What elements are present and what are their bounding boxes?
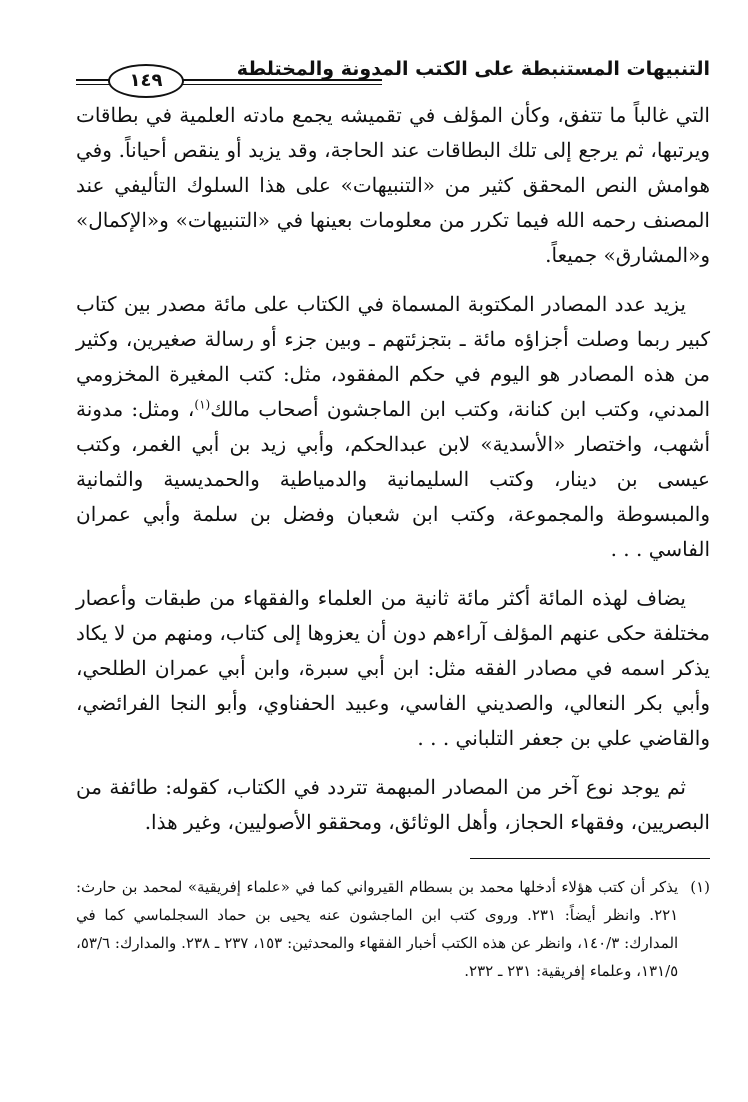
body-text (76, 98, 710, 840)
footnote-separator (470, 858, 710, 859)
paragraph-with-footnote (76, 287, 710, 567)
running-title: التنبيهات المستنبطة على الكتب المدونة والمختلطة (236, 58, 710, 80)
page-header (76, 50, 710, 90)
page-number: ١٤٩ (108, 64, 184, 98)
footnote (76, 873, 710, 985)
footnote-text: يذكر أن كتب هؤلاء أدخلها محمد بن بسطام القيرواني كما في «علماء إفريقية» لمحمد بن حارث: ٢٢١. وانظر أيضاً: ٢٣١. وروى كتب ابن الماجشون عنه يحيى بن حماد السجلماسي كما في المدارك: ١٤٠/٣، وانظر عن هذه الكتب أخبار الفقهاء والمحدثين: ١٥٣، ٢٣٧ ـ ٢٣٨. والمدارك: ٥٣/٦، ١٣١/٥، وعلماء إفريقية: ٢٣١ ـ ٢٣٢. (76, 878, 679, 980)
paragraph-part: ، ومثل: مدونة أشهب، واختصار «الأسدية» لابن عبدالحكم، وأبي زيد بن أبي الغمر، وكتب عيسى بن دينار، وكتب السليمانية والدمياطية والحمديسية والثمانية والمبسوطة والمجموعة، وكتب ابن شعبان وفضل بن سلمة وأبي عمران الفاسي . . . (76, 397, 710, 561)
footnote-reference[interactable]: (١) (194, 397, 211, 412)
footnote-mark: (١) (690, 878, 710, 896)
paragraph: يضاف لهذه المائة أكثر مائة ثانية من العلماء والفقهاء من طبقات وأعصار مختلفة حكى عنهم المؤلف آراءهم دون أن يعزوها إلى كتاب، ومنهم من لا يكاد يذكر اسمه في مصادر الفقه مثل: ابن أبي سبرة، وابن أبي عمران الطلحي، وأبي بكر النعالي، والصديني الفاسي، وعبيد الحفناوي، وأبو النجا الفرائضي، والقاضي علي بن جعفر التلباني . . . (76, 586, 710, 750)
paragraph: التي غالباً ما تتفق، وكأن المؤلف في تقميشه يجمع مادته العلمية في بطاقات ويرتبها، ثم يرجع إلى تلك البطاقات عند الحاجة، وقد يزيد أو ينقص أحياناً. وفي هوامش النص المحقق كثير من «التنبيهات» على هذا السلوك التأليفي عند المصنف رحمه الله فيما تكرر من معلومات بعينها في «التنبيهات» و«الإكمال» و«المشارق» جميعاً. (76, 103, 710, 267)
paragraph: ثم يوجد نوع آخر من المصادر المبهمة تتردد في الكتاب، كقوله: طائفة من البصريين، وفقهاء الحجاز، وأهل الوثائق، ومحققو الأصوليين، وغير هذا. (76, 775, 710, 834)
book-page (76, 50, 710, 985)
paragraph-part: يزيد عدد المصادر المكتوبة المسماة في الكتاب على مائة مصدر بين كتاب كبير ربما وصلت أجزاؤه مائة ـ بتجزئتهم ـ وبين جزء أو رسالة صغيرين، وكثير من هذه المصادر هو اليوم في حكم المفقود، مثل: كتب المغيرة المخزومي المدني، وكتب ابن كنانة، وكتب ابن الماجشون أصحاب مالك (76, 292, 710, 421)
